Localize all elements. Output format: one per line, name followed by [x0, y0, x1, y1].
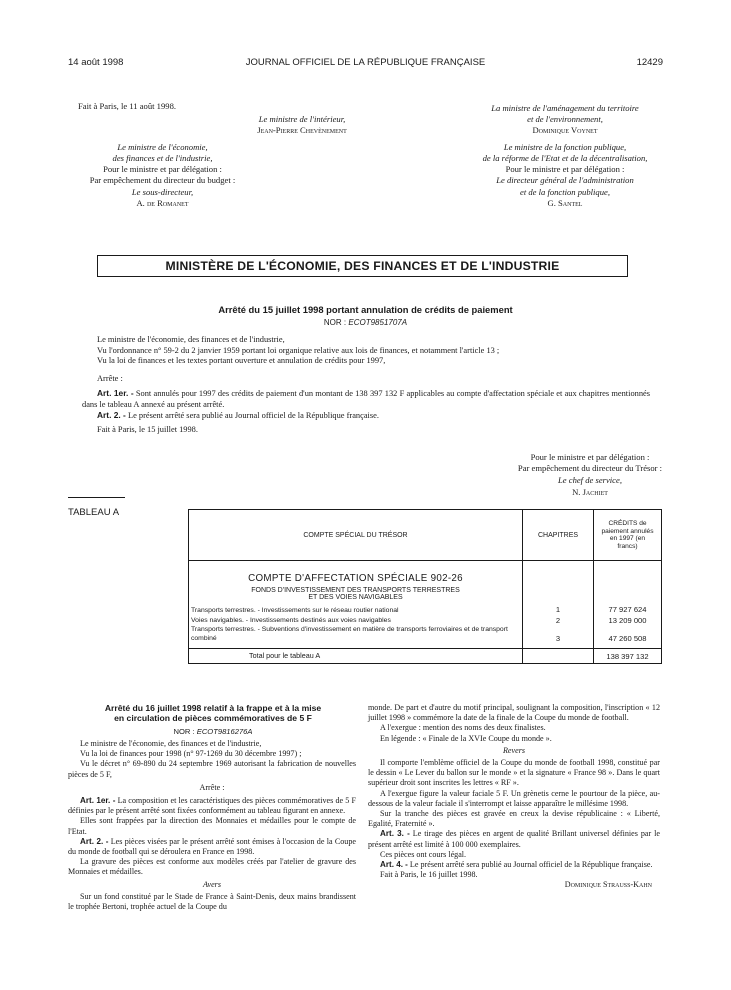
arrete2-art4-label: Art. 4. - — [380, 860, 408, 870]
arrete2-article-2 — [68, 837, 356, 857]
table-row-3-montant: 47 260 508 — [608, 634, 647, 643]
table-row-2-chapitre: 2 — [523, 615, 594, 626]
arrete1-article-1 — [82, 388, 650, 410]
arrete2-article-3 — [368, 829, 660, 849]
arrete1-article-2 — [82, 410, 650, 422]
eco-sub-director-name: A. de Romanet — [136, 198, 189, 208]
table-row-1-montant: 77 927 624 — [608, 605, 647, 614]
table-row-3-label: Transports terrestres. - Subventions d'investissement en matière de transports ferroviaires et de transport combiné — [189, 626, 523, 649]
table-total-montant: 138 397 132 — [594, 649, 662, 664]
arrete2-p-gravure: La gravure des pièces est conforme aux modèles créés par l'atelier de gravure des Monnaies et médailles. — [68, 857, 356, 877]
header-journal-title: JOURNAL OFFICIEL DE LA RÉPUBLIQUE FRANÇAISE — [245, 57, 486, 68]
arrete2-p-avers: Sur un fond constitué par le Stade de France à Saint-Denis, deux mains brandissent le trophée Bertoni, trophée actuel de la Coupe du — [68, 891, 356, 912]
tableau-label: TABLEAU A — [68, 507, 120, 518]
eco-minister-role-2: des finances et de l'industrie, — [112, 153, 213, 163]
col-compte-header: COMPTE SPÉCIAL DU TRÉSOR — [189, 510, 523, 561]
arrete2-art3-label: Art. 3. - — [380, 829, 410, 839]
arrete1-sig-name: N. Jachiet — [572, 487, 608, 497]
table-row-1-label: Transports terrestres. - Investissements sur le réseau routier national — [189, 604, 523, 615]
table-row-1-chapitre: 1 — [523, 604, 594, 615]
arrete1-sig-empechement: Par empêchement du directeur du Trésor : — [517, 463, 663, 473]
arrete2-art2-text: Les pièces visées par le présent arrêté sont émises à l'occasion de la Coupe du monde de football qui se déroulera en France en 1998. — [68, 836, 356, 857]
compte-title: COMPTE D'AFFECTATION SPÉCIALE 902-26 — [248, 573, 463, 584]
table-total-chap-empty — [523, 649, 594, 664]
arrete2-art3-text: Le tirage des pièces en argent de qualité Brillant universel définies par le présent arrêté est limité à 100 000 exemplaires. — [368, 829, 661, 849]
fait-paris-11-aout: Fait à Paris, le 11 août 1998. — [78, 101, 177, 111]
arrete2-signature: Dominique Strauss-Kahn — [564, 880, 652, 890]
arrete1-body — [82, 335, 650, 436]
arrete2-art1-text: La composition et les caractéristiques des pièces commémoratives de 5 F définies par le présent arrêté sont fixées conformément au tableau figurant en annexe. — [68, 796, 356, 816]
arrete1-art1-label: Art. 1er. - — [97, 387, 134, 398]
arrete2-revers-heading: Revers — [502, 745, 526, 755]
interior-minister-role: Le ministre de l'intérieur, — [258, 114, 346, 124]
eco-sub-director-role: Le sous-directeur, — [131, 187, 194, 197]
fonds-line-2: ET DES VOIES NAVIGABLES — [308, 594, 403, 601]
arrete2-p-tranche: Sur la tranche des pièces est gravée en creux la devise républicaine : « Liberté, Egalité, Fraternité ». — [368, 809, 660, 829]
arrete1-sig-delegation: Pour le ministre et par délégation : — [530, 452, 650, 462]
compte-heading-chap-empty — [523, 561, 594, 605]
arrete1-arrete: Arrête : — [97, 374, 123, 384]
eco-minister-role-1: Le ministre de l'économie, — [117, 142, 208, 152]
tableau-rule — [68, 497, 125, 498]
header-date: 14 août 1998 — [68, 57, 124, 68]
fp-director-role-2: et de la fonction publique, — [520, 187, 610, 197]
fp-delegation: Pour le ministre et par délégation : — [505, 164, 625, 174]
compte-heading-credits-empty — [594, 561, 662, 605]
arrete2-p2: Vu la loi de finances pour 1998 (n° 97-1269 du 30 décembre 1997) ; — [80, 749, 302, 759]
arrete2-p1: Le ministre de l'économie, des finances et de l'industrie, — [80, 739, 262, 748]
compte-heading-cell — [189, 561, 523, 605]
tableau-a — [188, 509, 662, 664]
arrete2-p-revers-2: A l'exergue figure la valeur faciale 5 F. Un grènetis cerne le pourtour de la pièce, au-dessous de la valeur faciale il s'interrompt et laisse apparaître le millésime 1998. — [368, 788, 660, 808]
header-page-number: 12429 — [636, 57, 663, 68]
env-minister-role-2: et de l'environnement, — [527, 114, 603, 124]
env-minister-role-1: La ministre de l'aménagement du territoire — [491, 103, 639, 113]
table-row-3-chapitre: 3 — [523, 626, 594, 649]
arrete1-sig-role: Le chef de service, — [558, 475, 622, 485]
arrete2-avers-heading: Avers — [203, 879, 221, 889]
arrete2-p-frappe: Elles sont frappées par la direction des Monnaies et médailles pour le compte de l'Etat. — [68, 816, 356, 836]
arrete2-left-column — [68, 739, 356, 912]
fp-minister-role-1: Le ministre de la fonction publique, — [503, 142, 627, 152]
arrete2-title-line-2: en circulation de pièces commémoratives de 5 F — [114, 713, 312, 724]
ministry-banner: MINISTÈRE DE L'ÉCONOMIE, DES FINANCES ET DE L'INDUSTRIE — [97, 255, 628, 277]
arrete2-article-1 — [68, 796, 356, 816]
arrete1-fait: Fait à Paris, le 15 juillet 1998. — [97, 424, 198, 434]
arrete2-title — [68, 703, 358, 724]
arrete1-nor-code: ECOT9851707A — [348, 318, 408, 327]
table-row-2-label: Voies navigables. - Investissements destinés aux voies navigables — [189, 615, 523, 626]
arrete2-art1-label: Art. 1er. - — [80, 796, 116, 806]
env-minister-name: Dominique Voynet — [532, 125, 598, 135]
eco-delegation: Pour le ministre et par délégation : — [103, 164, 222, 174]
arrete2-p-cours: Ces pièces ont cours légal. — [380, 849, 467, 859]
arrete1-art2-label: Art. 2. - — [97, 410, 126, 421]
arrete1-preamble-2: Vu l'ordonnance n° 59-2 du 2 janvier 1959 portant loi organique relative aux lois de finances, et notamment l'article 13 ; — [97, 345, 500, 355]
arrete2-fait: Fait à Paris, le 16 juillet 1998. — [380, 870, 478, 880]
arrete2-nor — [68, 727, 358, 736]
arrete2-arrete: Arrête : — [199, 782, 225, 792]
arrete2-p-exergue: A l'exergue : mention des noms des deux finalistes. — [380, 723, 546, 733]
fp-director-name: G. Santel — [547, 198, 583, 208]
arrete2-nor-code: ECOT9816276A — [196, 727, 253, 736]
fonds-line-1: FONDS D'INVESTISSEMENT DES TRANSPORTS TERRESTRES — [251, 587, 460, 594]
arrete2-art2-label: Art. 2. - — [80, 836, 109, 846]
arrete2-p-legende: En légende : « Finale de la XVIe Coupe du monde ». — [380, 733, 552, 743]
arrete2-p-avers-cont: monde. De part et d'autre du motif principal, soulignant la composition, l'inscription « 12 juillet 1998 » commémore la date de la finale de la Coupe du monde de football. — [368, 703, 660, 723]
arrete1-preamble-1: Le ministre de l'économie, des finances et de l'industrie, — [97, 335, 285, 344]
fp-director-role-1: Le directeur général de l'administration — [496, 175, 634, 185]
arrete2-art4-text: Le présent arrêté sera publié au Journal officiel de la République française. — [409, 860, 653, 870]
arrete2-article-4 — [368, 860, 660, 870]
table-total-label: Total pour le tableau A — [189, 649, 523, 664]
eco-empechement: Par empêchement du directeur du budget : — [89, 175, 236, 185]
col-chapitres-header: CHAPITRES — [523, 510, 594, 561]
fp-minister-role-2: de la réforme de l'Etat et de la décentralisation, — [482, 153, 648, 163]
table-row-2-montant: 13 209 000 — [608, 616, 647, 625]
arrete1-preamble-3: Vu la loi de finances et les textes portant ouverture et annulation de crédits pour 1997, — [97, 356, 386, 366]
arrete1-art2-text: Le présent arrêté sera publié au Journal officiel de la République française. — [127, 411, 379, 421]
arrete1-art1-text: Sont annulés pour 1997 des crédits de paiement d'un montant de 138 397 132 F applicables au compte d'affectation spéciale et aux chapitres mentionnés dans le tableau A annexé au présent arrêté. — [82, 388, 651, 409]
arrete2-p-revers-1: Il comporte l'emblème officiel de la Coupe du monde de football 1998, constitué par le dessin « Le Lever du ballon sur le monde » et la signature « France 98 ». Dans le quart supérieur droit sont inscrites les lettres « RF ». — [368, 758, 660, 788]
arrete1-nor — [0, 318, 731, 327]
arrete2-nor-label: NOR : — [173, 727, 195, 736]
arrete2-p3: Vu le décret n° 69-890 du 24 septembre 1969 autorisant la fabrication de nouvelles pièces de 5 F, — [68, 759, 356, 779]
arrete1-title: Arrêté du 15 juillet 1998 portant annulation de crédits de paiement — [218, 304, 513, 315]
arrete2-right-column — [368, 703, 660, 891]
col-credits-header: CRÉDITS de paiement annulés en 1997 (en francs) — [594, 510, 662, 561]
interior-minister-name: Jean-Pierre Chevènement — [257, 125, 347, 135]
arrete2-title-line-1: Arrêté du 16 juillet 1998 relatif à la frappe et à la mise — [104, 703, 322, 713]
arrete1-nor-label: NOR : — [323, 318, 347, 327]
